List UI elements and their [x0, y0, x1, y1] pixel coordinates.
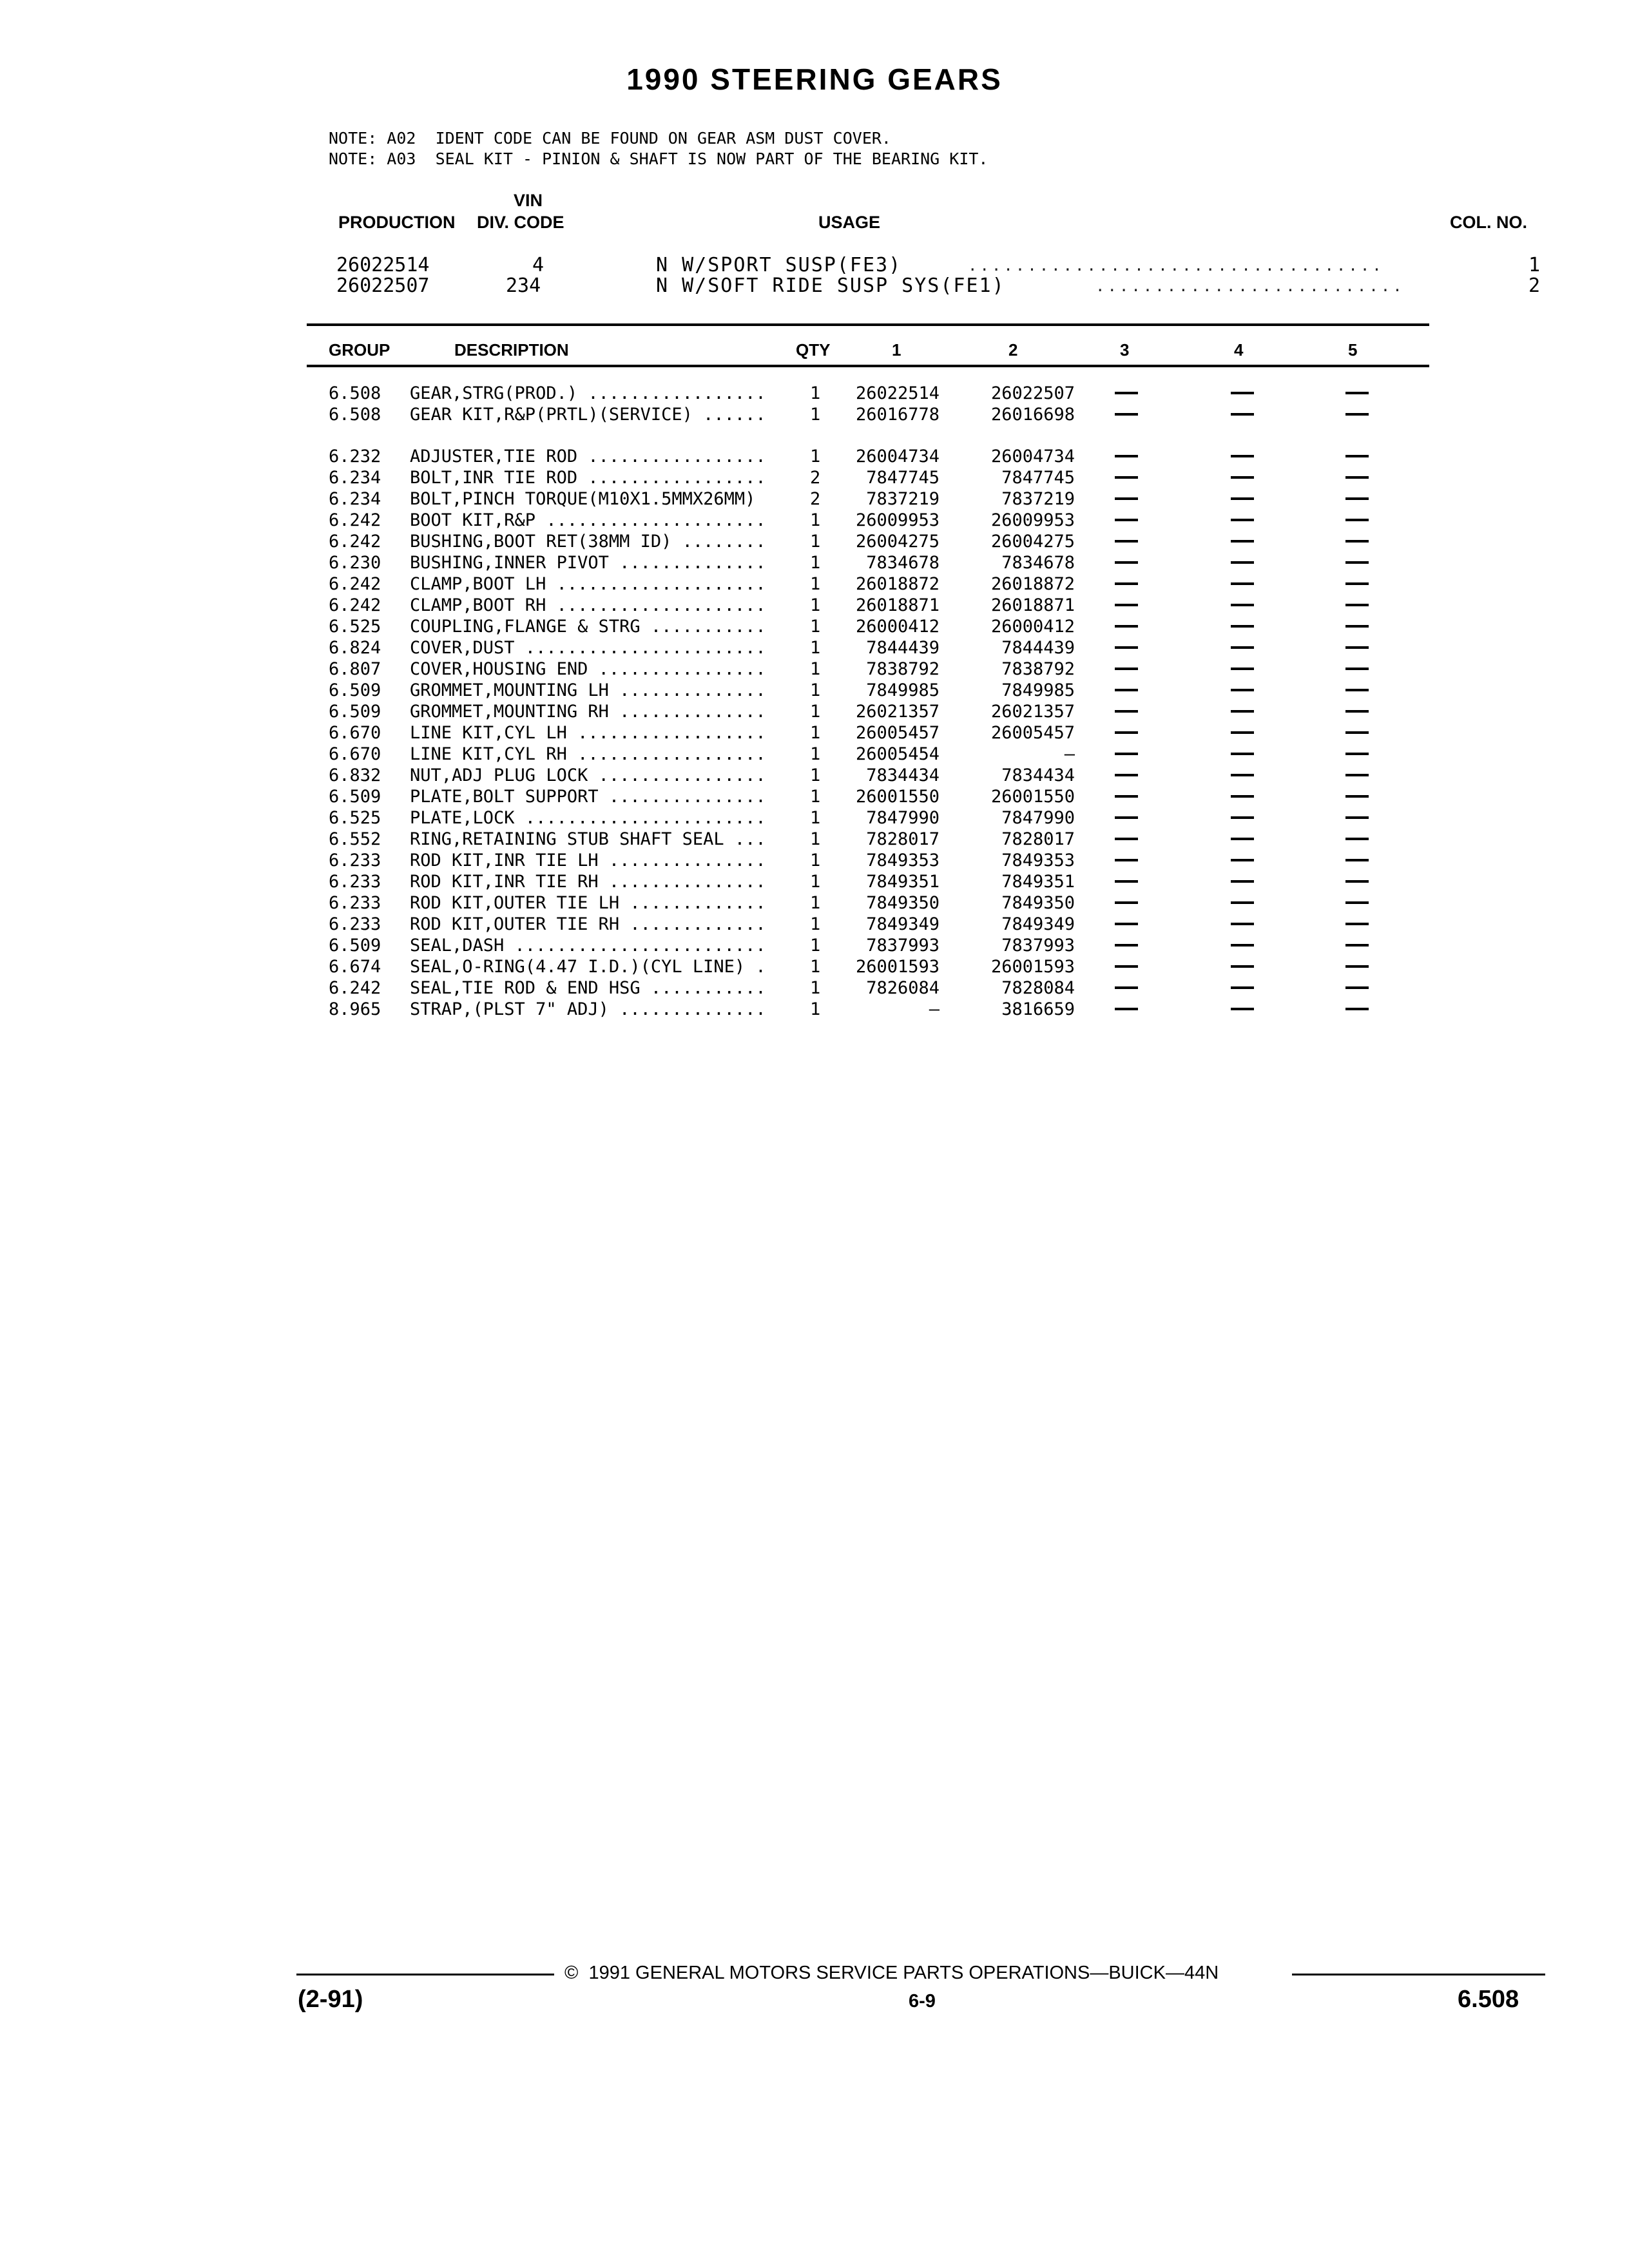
- col2-part-cell: —: [1064, 744, 1075, 764]
- col3-dash: [1115, 880, 1138, 883]
- col3-dash: [1115, 689, 1138, 691]
- description-cell: RING,RETAINING STUB SHAFT SEAL ...: [410, 829, 766, 849]
- description-cell: GEAR,STRG(PROD.) .................: [410, 383, 766, 403]
- group-cell: 6.242: [329, 510, 381, 530]
- description-cell: GROMMET,MOUNTING RH ..............: [410, 702, 766, 722]
- col5-dash: [1345, 476, 1369, 479]
- col3-dash: [1115, 731, 1138, 734]
- group-cell: 6.242: [329, 574, 381, 594]
- col1-part-cell: 26004275: [855, 532, 940, 552]
- section-number: 6.508: [1458, 1986, 1519, 2013]
- col1-part-cell: 26005454: [855, 744, 940, 764]
- col3-dash: [1115, 519, 1138, 521]
- col4-dash: [1231, 604, 1254, 606]
- col1-part-cell: 7837219: [866, 489, 940, 509]
- col4-dash: [1231, 880, 1254, 883]
- group-cell: 6.670: [329, 744, 381, 764]
- description-cell: ROD KIT,INR TIE LH ...............: [410, 850, 766, 870]
- description-cell: PLATE,LOCK .......................: [410, 808, 766, 828]
- col2-part-cell: 7849353: [1001, 850, 1075, 870]
- col5-dash: [1345, 455, 1369, 457]
- col4-dash: [1231, 540, 1254, 543]
- group-cell: 6.234: [329, 489, 381, 509]
- group-cell: 6.509: [329, 680, 381, 700]
- usage-col: 1: [1528, 254, 1541, 276]
- qty-cell: 1: [810, 936, 821, 956]
- col1-part-cell: 7844439: [866, 638, 940, 658]
- col2-part-cell: 26001550: [990, 787, 1075, 807]
- col3-dash: [1115, 838, 1138, 840]
- col2-part-cell: 7834434: [1001, 765, 1075, 785]
- footer-rule-right: [1292, 1974, 1545, 1975]
- col3-dash: [1115, 753, 1138, 755]
- qty-cell: 1: [810, 532, 821, 552]
- col3-dash: [1115, 582, 1138, 585]
- col3-dash: [1115, 859, 1138, 861]
- col1-part-cell: 7834678: [866, 553, 940, 573]
- qty-cell: 1: [810, 914, 821, 934]
- col1-part-cell: 26001593: [855, 957, 940, 977]
- table-row: [329, 701, 1424, 722]
- description-cell: ADJUSTER,TIE ROD .................: [410, 447, 766, 466]
- col5-dash: [1345, 795, 1369, 798]
- col1-header: 1: [892, 340, 901, 360]
- table-row: [329, 658, 1424, 680]
- page-number: 6-9: [909, 1991, 936, 2012]
- table-row: [329, 999, 1424, 1020]
- group-cell: 6.242: [329, 978, 381, 998]
- col2-part-cell: 26004275: [990, 532, 1075, 552]
- description-cell: BOLT,INR TIE ROD .................: [410, 468, 766, 488]
- col3-dash: [1115, 965, 1138, 968]
- group-cell: 6.670: [329, 723, 381, 743]
- col5-dash: [1345, 838, 1369, 840]
- description-cell: SEAL,DASH ........................: [410, 936, 766, 956]
- col4-dash: [1231, 689, 1254, 691]
- group-cell: 6.508: [329, 383, 381, 403]
- qty-cell: 2: [810, 468, 821, 488]
- group-header: GROUP: [329, 340, 390, 360]
- col5-dash: [1345, 689, 1369, 691]
- table-row: [329, 616, 1424, 637]
- col5-dash: [1345, 625, 1369, 628]
- col2-part-cell: 7849351: [1001, 872, 1075, 892]
- qty-cell: 1: [810, 405, 821, 425]
- table-row: [329, 531, 1424, 552]
- col2-part-cell: 26001593: [990, 957, 1075, 977]
- note-a02: NOTE: A02 IDENT CODE CAN BE FOUND ON GEAR ASM DUST COVER.: [329, 129, 891, 148]
- qty-cell: 1: [810, 638, 821, 658]
- description-cell: GEAR KIT,R&P(PRTL)(SERVICE) ......: [410, 405, 766, 425]
- group-cell: 6.232: [329, 447, 381, 466]
- col1-part-cell: 7838792: [866, 659, 940, 679]
- usage-description: N W/SOFT RIDE SUSP SYS(FE1): [656, 274, 1005, 297]
- usage-div-code: 234: [506, 274, 541, 297]
- col5-dash: [1345, 859, 1369, 861]
- col4-dash: [1231, 795, 1254, 798]
- description-cell: COUPLING,FLANGE & STRG ...........: [410, 617, 766, 637]
- description-cell: SEAL,TIE ROD & END HSG ...........: [410, 978, 766, 998]
- col5-dash: [1345, 710, 1369, 713]
- table-row: [329, 573, 1424, 595]
- col4-dash: [1231, 923, 1254, 925]
- col2-part-cell: 26005457: [990, 723, 1075, 743]
- col3-dash: [1115, 646, 1138, 649]
- col4-dash: [1231, 710, 1254, 713]
- col2-part-cell: 7838792: [1001, 659, 1075, 679]
- table-row: [329, 383, 1424, 404]
- table-top-rule: [307, 323, 1429, 326]
- qty-cell: 1: [810, 744, 821, 764]
- usage-production: 26022507: [336, 274, 430, 297]
- col4-dash: [1231, 753, 1254, 755]
- col2-header: 2: [1008, 340, 1018, 360]
- col3-dash: [1115, 476, 1138, 479]
- qty-cell: 1: [810, 574, 821, 594]
- col4-dash: [1231, 774, 1254, 776]
- group-cell: 6.233: [329, 850, 381, 870]
- col1-part-cell: 7837993: [866, 936, 940, 956]
- table-row: [329, 510, 1424, 531]
- col5-dash: [1345, 901, 1369, 904]
- leader-dots: ..........................: [1095, 277, 1405, 295]
- col3-dash: [1115, 561, 1138, 564]
- leader-dots: ...................................: [968, 256, 1384, 274]
- table-row: [329, 744, 1424, 765]
- qty-cell: 1: [810, 702, 821, 722]
- table-row: [329, 807, 1424, 829]
- group-cell: 6.242: [329, 595, 381, 615]
- qty-cell: 1: [810, 957, 821, 977]
- qty-cell: 1: [810, 893, 821, 913]
- group-cell: 6.509: [329, 936, 381, 956]
- col1-part-cell: 26004734: [855, 447, 940, 466]
- col2-part-cell: 26004734: [990, 447, 1075, 466]
- description-cell: CLAMP,BOOT RH ....................: [410, 595, 766, 615]
- col1-part-cell: 7849985: [866, 680, 940, 700]
- group-cell: 6.509: [329, 702, 381, 722]
- col1-part-cell: 7849353: [866, 850, 940, 870]
- col3-dash: [1115, 625, 1138, 628]
- qty-header: QTY: [796, 340, 831, 360]
- qty-cell: 1: [810, 680, 821, 700]
- col2-part-cell: 26009953: [990, 510, 1075, 530]
- table-row: [329, 467, 1424, 488]
- qty-cell: 1: [810, 978, 821, 998]
- col4-dash: [1231, 859, 1254, 861]
- col1-part-cell: 26021357: [855, 702, 940, 722]
- col2-part-cell: 3816659: [1001, 999, 1075, 1019]
- table-row: [329, 637, 1424, 658]
- group-cell: 6.233: [329, 893, 381, 913]
- col3-dash: [1115, 497, 1138, 500]
- col3-dash: [1115, 944, 1138, 947]
- col3-dash: [1115, 795, 1138, 798]
- col4-dash: [1231, 838, 1254, 840]
- col2-part-cell: 26018872: [990, 574, 1075, 594]
- table-row: [329, 892, 1424, 914]
- col4-dash: [1231, 965, 1254, 968]
- col3-dash: [1115, 901, 1138, 904]
- col3-dash: [1115, 455, 1138, 457]
- col3-dash: [1115, 604, 1138, 606]
- col5-dash: [1345, 668, 1369, 670]
- col-no-header: COL. NO.: [1450, 213, 1527, 232]
- group-cell: 6.807: [329, 659, 381, 679]
- col5-dash: [1345, 816, 1369, 819]
- col5-dash: [1345, 731, 1369, 734]
- col3-dash: [1115, 986, 1138, 989]
- col3-dash: [1115, 1008, 1138, 1010]
- table-row: [329, 446, 1424, 467]
- qty-cell: 1: [810, 829, 821, 849]
- col1-part-cell: 26016778: [855, 405, 940, 425]
- div-code-header: DIV. CODE: [477, 213, 564, 232]
- col5-dash: [1345, 604, 1369, 606]
- description-cell: CLAMP,BOOT LH ....................: [410, 574, 766, 594]
- col2-part-cell: 26018871: [990, 595, 1075, 615]
- col4-dash: [1231, 816, 1254, 819]
- col5-dash: [1345, 646, 1369, 649]
- col2-part-cell: 26021357: [990, 702, 1075, 722]
- description-cell: NUT,ADJ PLUG LOCK ................: [410, 765, 766, 785]
- col4-dash: [1231, 944, 1254, 947]
- table-row: [329, 977, 1424, 999]
- qty-cell: 1: [810, 872, 821, 892]
- col3-header: 3: [1120, 340, 1130, 360]
- usage-header: USAGE: [818, 213, 881, 232]
- col2-part-cell: 26016698: [990, 405, 1075, 425]
- description-cell: ROD KIT,INR TIE RH ...............: [410, 872, 766, 892]
- col5-dash: [1345, 540, 1369, 543]
- col2-part-cell: 26000412: [990, 617, 1075, 637]
- qty-cell: 1: [810, 787, 821, 807]
- col3-dash: [1115, 710, 1138, 713]
- col1-part-cell: 7849349: [866, 914, 940, 934]
- table-row: [329, 956, 1424, 977]
- col1-part-cell: 7847745: [866, 468, 940, 488]
- col1-part-cell: 26000412: [855, 617, 940, 637]
- copyright-line: © 1991 GENERAL MOTORS SERVICE PARTS OPERATIONS—BUICK—44N: [564, 1963, 1219, 1983]
- qty-cell: 1: [810, 510, 821, 530]
- col3-dash: [1115, 774, 1138, 776]
- col4-dash: [1231, 646, 1254, 649]
- col4-dash: [1231, 668, 1254, 670]
- table-row: [329, 850, 1424, 871]
- col4-header: 4: [1234, 340, 1244, 360]
- col4-dash: [1231, 582, 1254, 585]
- group-cell: 6.552: [329, 829, 381, 849]
- description-cell: LINE KIT,CYL RH ..................: [410, 744, 766, 764]
- description-cell: STRAP,(PLST 7" ADJ) ..............: [410, 999, 766, 1019]
- description-cell: COVER,DUST .......................: [410, 638, 766, 658]
- qty-cell: 1: [810, 723, 821, 743]
- col3-dash: [1115, 668, 1138, 670]
- col1-part-cell: 7834434: [866, 765, 940, 785]
- production-header: PRODUCTION: [338, 213, 456, 232]
- description-cell: BOLT,PINCH TORQUE(M10X1.5MMX26MM): [410, 489, 756, 509]
- col5-header: 5: [1348, 340, 1358, 360]
- qty-cell: 1: [810, 617, 821, 637]
- table-row: [329, 765, 1424, 786]
- usage-production: 26022514: [336, 254, 430, 276]
- col1-part-cell: 26001550: [855, 787, 940, 807]
- table-row: [329, 829, 1424, 850]
- col2-part-cell: 7834678: [1001, 553, 1075, 573]
- col4-dash: [1231, 625, 1254, 628]
- qty-cell: 1: [810, 553, 821, 573]
- table-row: [329, 595, 1424, 616]
- table-row: [329, 786, 1424, 807]
- group-cell: 8.965: [329, 999, 381, 1019]
- description-cell: BUSHING,INNER PIVOT ..............: [410, 553, 766, 573]
- col1-part-cell: 26005457: [855, 723, 940, 743]
- col2-part-cell: 7837993: [1001, 936, 1075, 956]
- footer-rule-left: [296, 1974, 554, 1975]
- group-cell: 6.824: [329, 638, 381, 658]
- table-row: [329, 552, 1424, 573]
- col4-dash: [1231, 519, 1254, 521]
- col1-part-cell: 26022514: [855, 383, 940, 403]
- col2-part-cell: 7849350: [1001, 893, 1075, 913]
- table-row: [329, 722, 1424, 744]
- col1-part-cell: 26009953: [855, 510, 940, 530]
- col3-dash: [1115, 540, 1138, 543]
- col5-dash: [1345, 923, 1369, 925]
- col1-part-cell: 26018872: [855, 574, 940, 594]
- col5-dash: [1345, 753, 1369, 755]
- col5-dash: [1345, 582, 1369, 585]
- description-cell: COVER,HOUSING END ................: [410, 659, 766, 679]
- col1-part-cell: 7826084: [866, 978, 940, 998]
- col3-dash: [1115, 392, 1138, 394]
- qty-cell: 1: [810, 659, 821, 679]
- col5-dash: [1345, 986, 1369, 989]
- group-cell: 6.233: [329, 914, 381, 934]
- table-row: [329, 404, 1424, 425]
- group-cell: 6.508: [329, 405, 381, 425]
- description-cell: ROD KIT,OUTER TIE LH .............: [410, 893, 766, 913]
- col2-part-cell: 7828084: [1001, 978, 1075, 998]
- col3-dash: [1115, 816, 1138, 819]
- qty-cell: 1: [810, 595, 821, 615]
- group-cell: 6.242: [329, 532, 381, 552]
- col5-dash: [1345, 497, 1369, 500]
- col4-dash: [1231, 901, 1254, 904]
- col5-dash: [1345, 880, 1369, 883]
- col5-dash: [1345, 774, 1369, 776]
- qty-cell: 1: [810, 447, 821, 466]
- col1-part-cell: 26018871: [855, 595, 940, 615]
- col4-dash: [1231, 455, 1254, 457]
- col5-dash: [1345, 1008, 1369, 1010]
- col4-dash: [1231, 392, 1254, 394]
- col2-part-cell: 7828017: [1001, 829, 1075, 849]
- usage-description: N W/SPORT SUSP(FE3): [656, 254, 902, 276]
- qty-cell: 1: [810, 765, 821, 785]
- table-row: [329, 871, 1424, 892]
- description-cell: BUSHING,BOOT RET(38MM ID) ........: [410, 532, 766, 552]
- col5-dash: [1345, 561, 1369, 564]
- description-cell: ROD KIT,OUTER TIE RH .............: [410, 914, 766, 934]
- col3-dash: [1115, 413, 1138, 416]
- col5-dash: [1345, 413, 1369, 416]
- col2-part-cell: 7844439: [1001, 638, 1075, 658]
- group-cell: 6.234: [329, 468, 381, 488]
- table-row: [329, 680, 1424, 701]
- col2-part-cell: 26022507: [990, 383, 1075, 403]
- group-cell: 6.509: [329, 787, 381, 807]
- col4-dash: [1231, 1008, 1254, 1010]
- description-header: DESCRIPTION: [454, 340, 569, 360]
- col4-dash: [1231, 476, 1254, 479]
- qty-cell: 1: [810, 850, 821, 870]
- col4-dash: [1231, 413, 1254, 416]
- col5-dash: [1345, 392, 1369, 394]
- col2-part-cell: 7849349: [1001, 914, 1075, 934]
- col3-dash: [1115, 923, 1138, 925]
- table-row: [329, 914, 1424, 935]
- description-cell: GROMMET,MOUNTING LH ..............: [410, 680, 766, 700]
- col2-part-cell: 7849985: [1001, 680, 1075, 700]
- col4-dash: [1231, 731, 1254, 734]
- col5-dash: [1345, 519, 1369, 521]
- usage-div-code: 4: [532, 254, 545, 276]
- group-cell: 6.674: [329, 957, 381, 977]
- description-cell: LINE KIT,CYL LH ..................: [410, 723, 766, 743]
- col1-part-cell: 7849351: [866, 872, 940, 892]
- col2-part-cell: 7847990: [1001, 808, 1075, 828]
- col1-part-cell: 7847990: [866, 808, 940, 828]
- col5-dash: [1345, 944, 1369, 947]
- description-cell: BOOT KIT,R&P .....................: [410, 510, 766, 530]
- qty-cell: 1: [810, 383, 821, 403]
- col4-dash: [1231, 561, 1254, 564]
- qty-cell: 1: [810, 999, 821, 1019]
- col1-part-cell: —: [929, 999, 940, 1019]
- description-cell: PLATE,BOLT SUPPORT ...............: [410, 787, 766, 807]
- col1-part-cell: 7849350: [866, 893, 940, 913]
- col2-part-cell: 7837219: [1001, 489, 1075, 509]
- date-code: (2-91): [298, 1986, 363, 2013]
- group-cell: 6.832: [329, 765, 381, 785]
- table-row: [329, 935, 1424, 956]
- group-cell: 6.230: [329, 553, 381, 573]
- page-title: 1990 STEERING GEARS: [626, 62, 1003, 96]
- group-cell: 6.525: [329, 808, 381, 828]
- col4-dash: [1231, 497, 1254, 500]
- table-header-rule: [307, 365, 1429, 367]
- qty-cell: 2: [810, 489, 821, 509]
- qty-cell: 1: [810, 808, 821, 828]
- note-a03: NOTE: A03 SEAL KIT - PINION & SHAFT IS NOW PART OF THE BEARING KIT.: [329, 149, 988, 168]
- table-row: [329, 488, 1424, 510]
- description-cell: SEAL,O-RING(4.47 I.D.)(CYL LINE) .: [410, 957, 766, 977]
- col1-part-cell: 7828017: [866, 829, 940, 849]
- col2-part-cell: 7847745: [1001, 468, 1075, 488]
- vin-header: VIN: [514, 191, 543, 210]
- col5-dash: [1345, 965, 1369, 968]
- col4-dash: [1231, 986, 1254, 989]
- usage-col: 2: [1528, 274, 1541, 297]
- group-cell: 6.233: [329, 872, 381, 892]
- group-cell: 6.525: [329, 617, 381, 637]
